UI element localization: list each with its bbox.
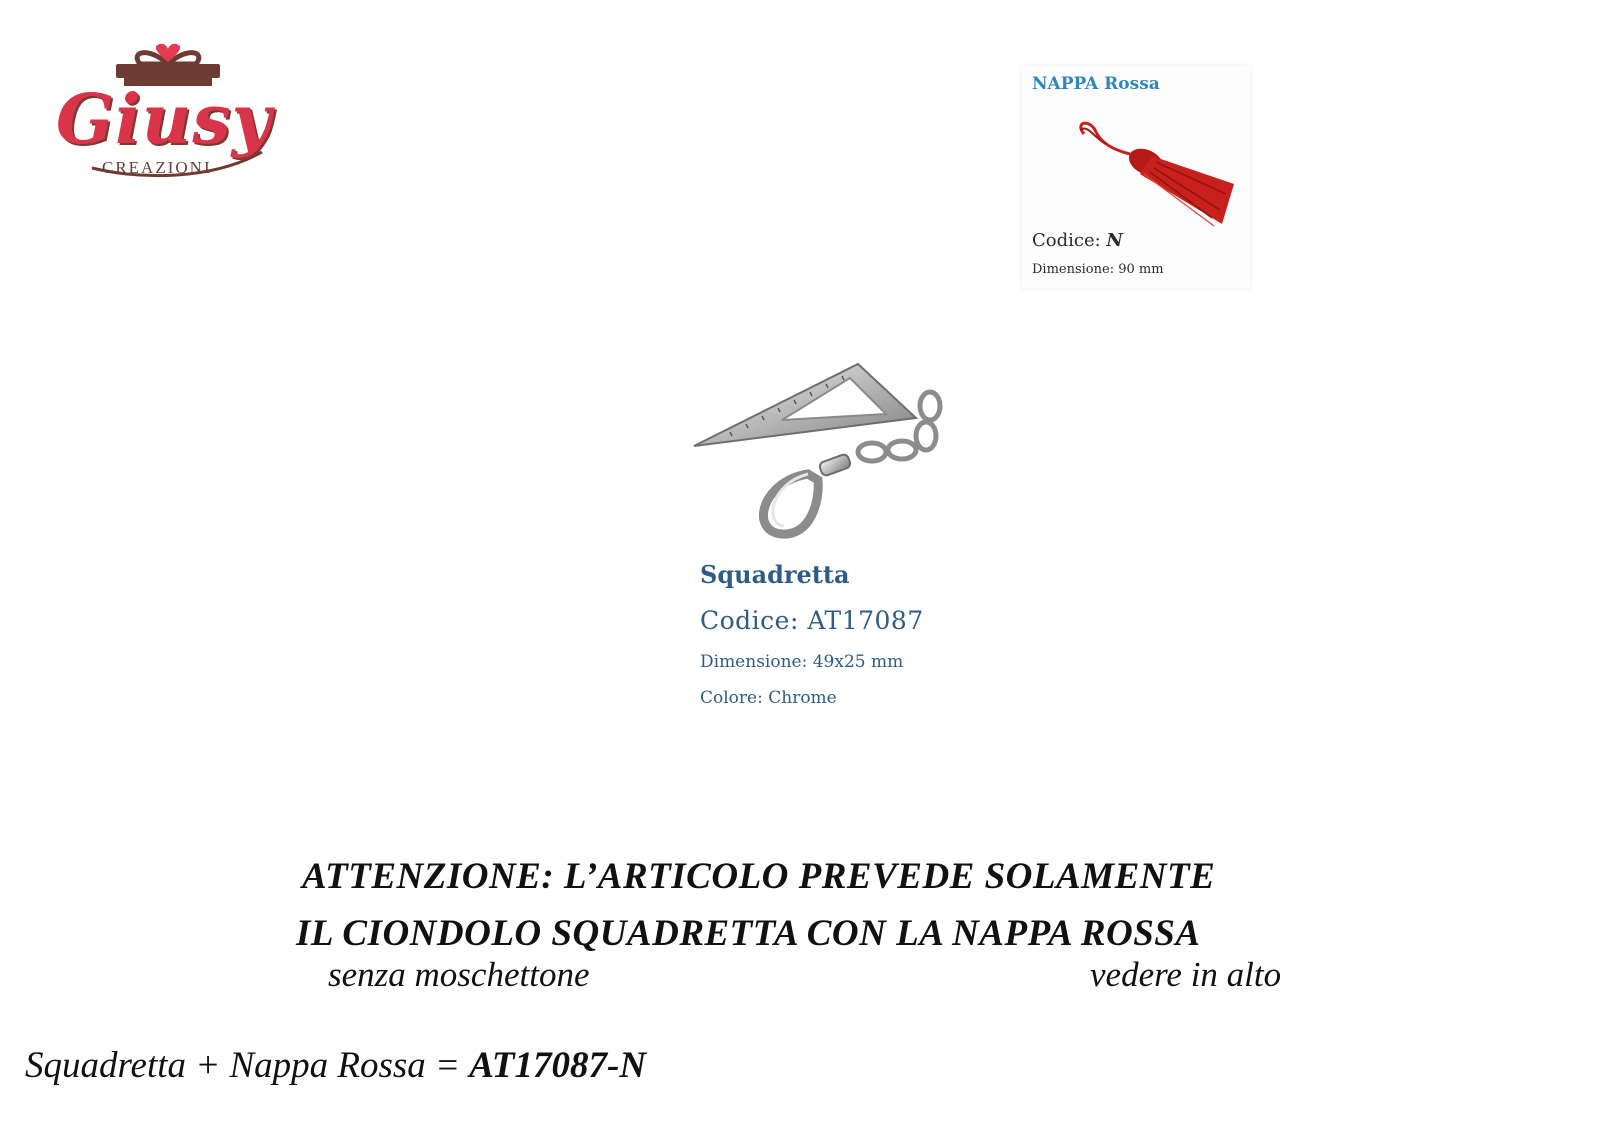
logo-word: Giusy	[56, 80, 273, 160]
tassel-image	[1044, 114, 1234, 234]
tassel-card	[1022, 66, 1250, 288]
product-dimension: Dimensione: 49x25 mm	[700, 652, 904, 672]
tassel-dimension: Dimensione: 90 mm	[1032, 262, 1164, 277]
tassel-code	[1032, 230, 1123, 251]
formula-code: AT17087-N	[469, 1045, 647, 1086]
product-name: Squadretta	[700, 560, 850, 589]
product-colour: Colore: Chrome	[700, 688, 837, 708]
notice-left-note: senza moschettone	[328, 955, 590, 994]
product-formula	[25, 1044, 646, 1087]
product-code: Codice: AT17087	[700, 606, 924, 635]
formula-text: Squadretta + Nappa Rossa =	[25, 1045, 470, 1086]
squadretta-image	[690, 362, 960, 542]
notice-line-1: ATTENZIONE: L’ARTICOLO PREVEDE SOLAMENTE	[302, 856, 1216, 897]
tassel-code-value: N	[1106, 230, 1123, 251]
tassel-title: NAPPA Rossa	[1032, 74, 1160, 94]
tassel-code-label: Codice:	[1032, 230, 1101, 251]
brand-logo	[52, 40, 292, 190]
notice-line-2: IL CIONDOLO SQUADRETTA CON LA NAPPA ROSSA	[296, 913, 1201, 954]
notice-right-note: vedere in alto	[1090, 955, 1282, 994]
logo-subtitle: CREAZIONI	[102, 158, 212, 177]
